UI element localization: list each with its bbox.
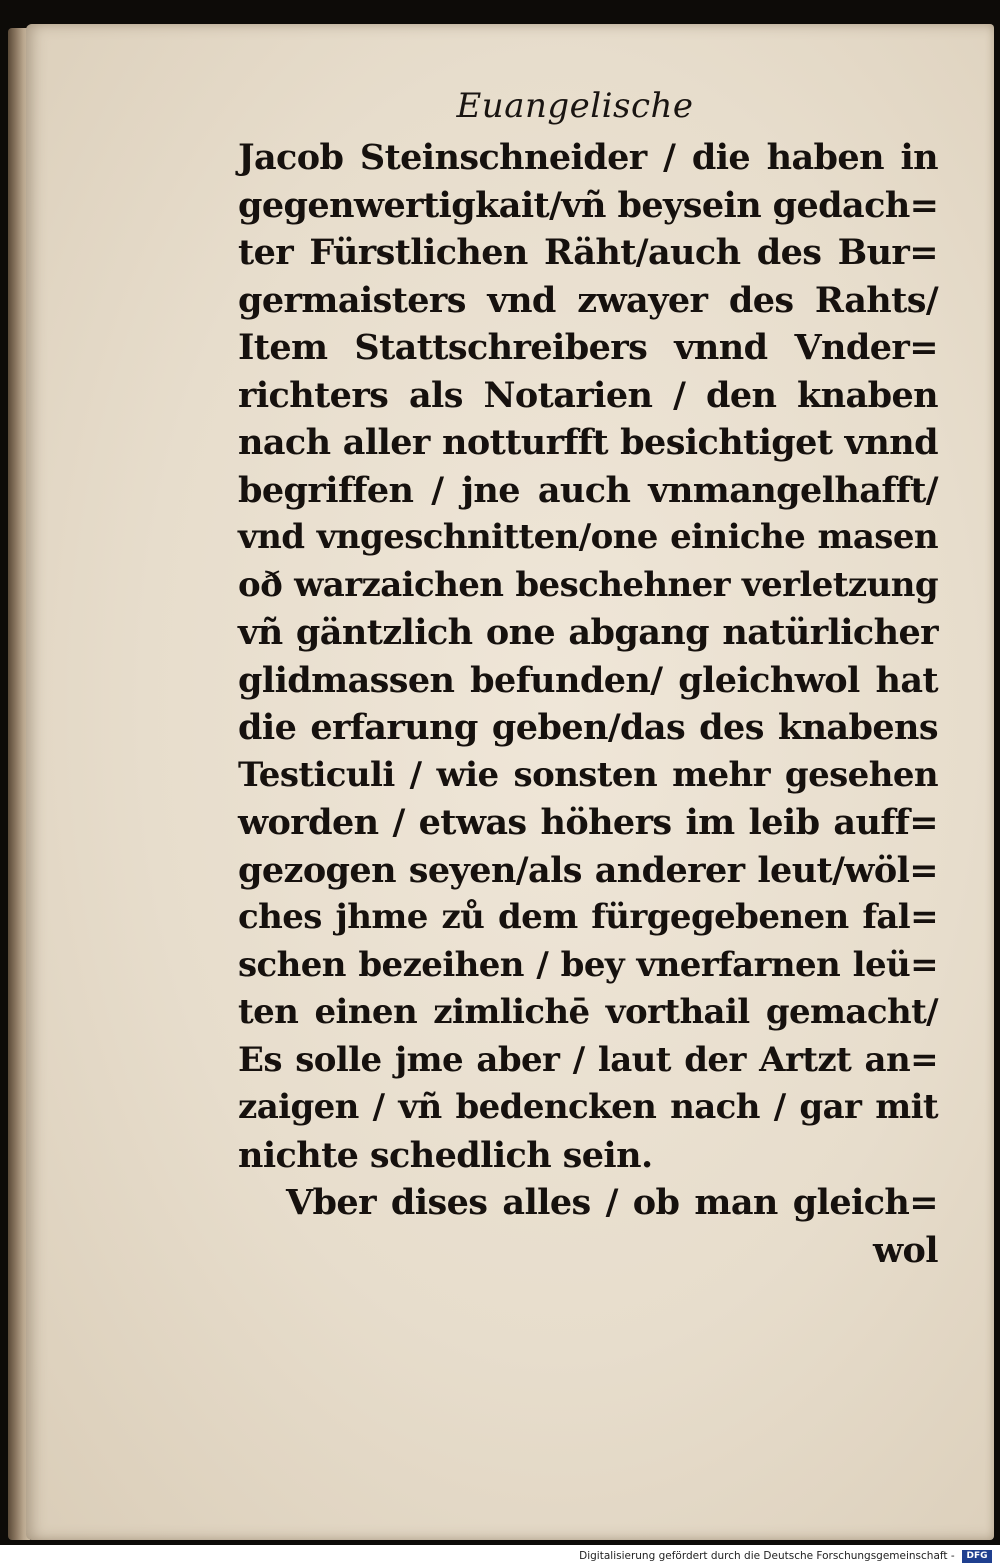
text-line: zaigen / vñ bedencken nach / gar mit (238, 1087, 938, 1127)
text-line: Es solle jme aber / laut der Artzt an= (238, 1039, 938, 1080)
text-line: schen bezeihen / bey vnerfarnen leü= (238, 944, 938, 985)
text-line: die erfarung geben/das des knabens (238, 707, 938, 748)
text-line: gezogen seyen/als anderer leut/wöl= (238, 849, 938, 891)
text-block (238, 134, 938, 1274)
text-line: ten einen zimlichē vorthail gemacht/ (238, 992, 938, 1032)
text-line: Item Stattschreibers vnnd Vnder= (238, 327, 938, 368)
text-line: begriffen / jne auch vnmangelhafft/ (238, 469, 938, 511)
text-line: vñ gäntzlich one abgang natürlicher (238, 612, 938, 653)
text-line: germaisters vnd zwayer des Rahts/ (238, 279, 938, 321)
text-line: ches jhme zů dem fürgegebenen fal= (238, 897, 938, 937)
running-head: Euangelische (456, 86, 694, 126)
text-line: Vber dises alles / ob man gleich= (286, 1182, 938, 1223)
text-line: gegenwertigkait/vñ beysein gedach= (238, 184, 939, 226)
footer-credit: Digitalisierung gefördert durch die Deutsche Forschungsgemeinschaft - (579, 1550, 955, 1562)
text-line: Jacob Steinschneider / die haben in (238, 137, 938, 178)
text-line: ter Fürstlichen Räht/auch des Bur= (238, 232, 938, 273)
text-line: Testiculi / wie sonsten mehr gesehen (238, 754, 938, 795)
digitization-footer (0, 1545, 1000, 1567)
dfg-logo-icon: DFG (962, 1550, 992, 1563)
text-line: nach aller notturfft besichtiget vnnd (238, 422, 938, 463)
text-line: worden / etwas höhers im leib auff= (238, 802, 938, 843)
text-line: nichte schedlich sein. (238, 1134, 653, 1176)
text-line: glidmassen befunden/ gleichwol hat (238, 659, 938, 701)
text-line: vnd vngeschnitten/one einiche masen (238, 517, 938, 557)
text-line: richters als Notarien / den knaben (238, 374, 938, 416)
book-page (26, 24, 994, 1540)
catchword: wol (873, 1229, 938, 1271)
text-line: oð warzaichen beschehner verletzung (238, 564, 938, 605)
